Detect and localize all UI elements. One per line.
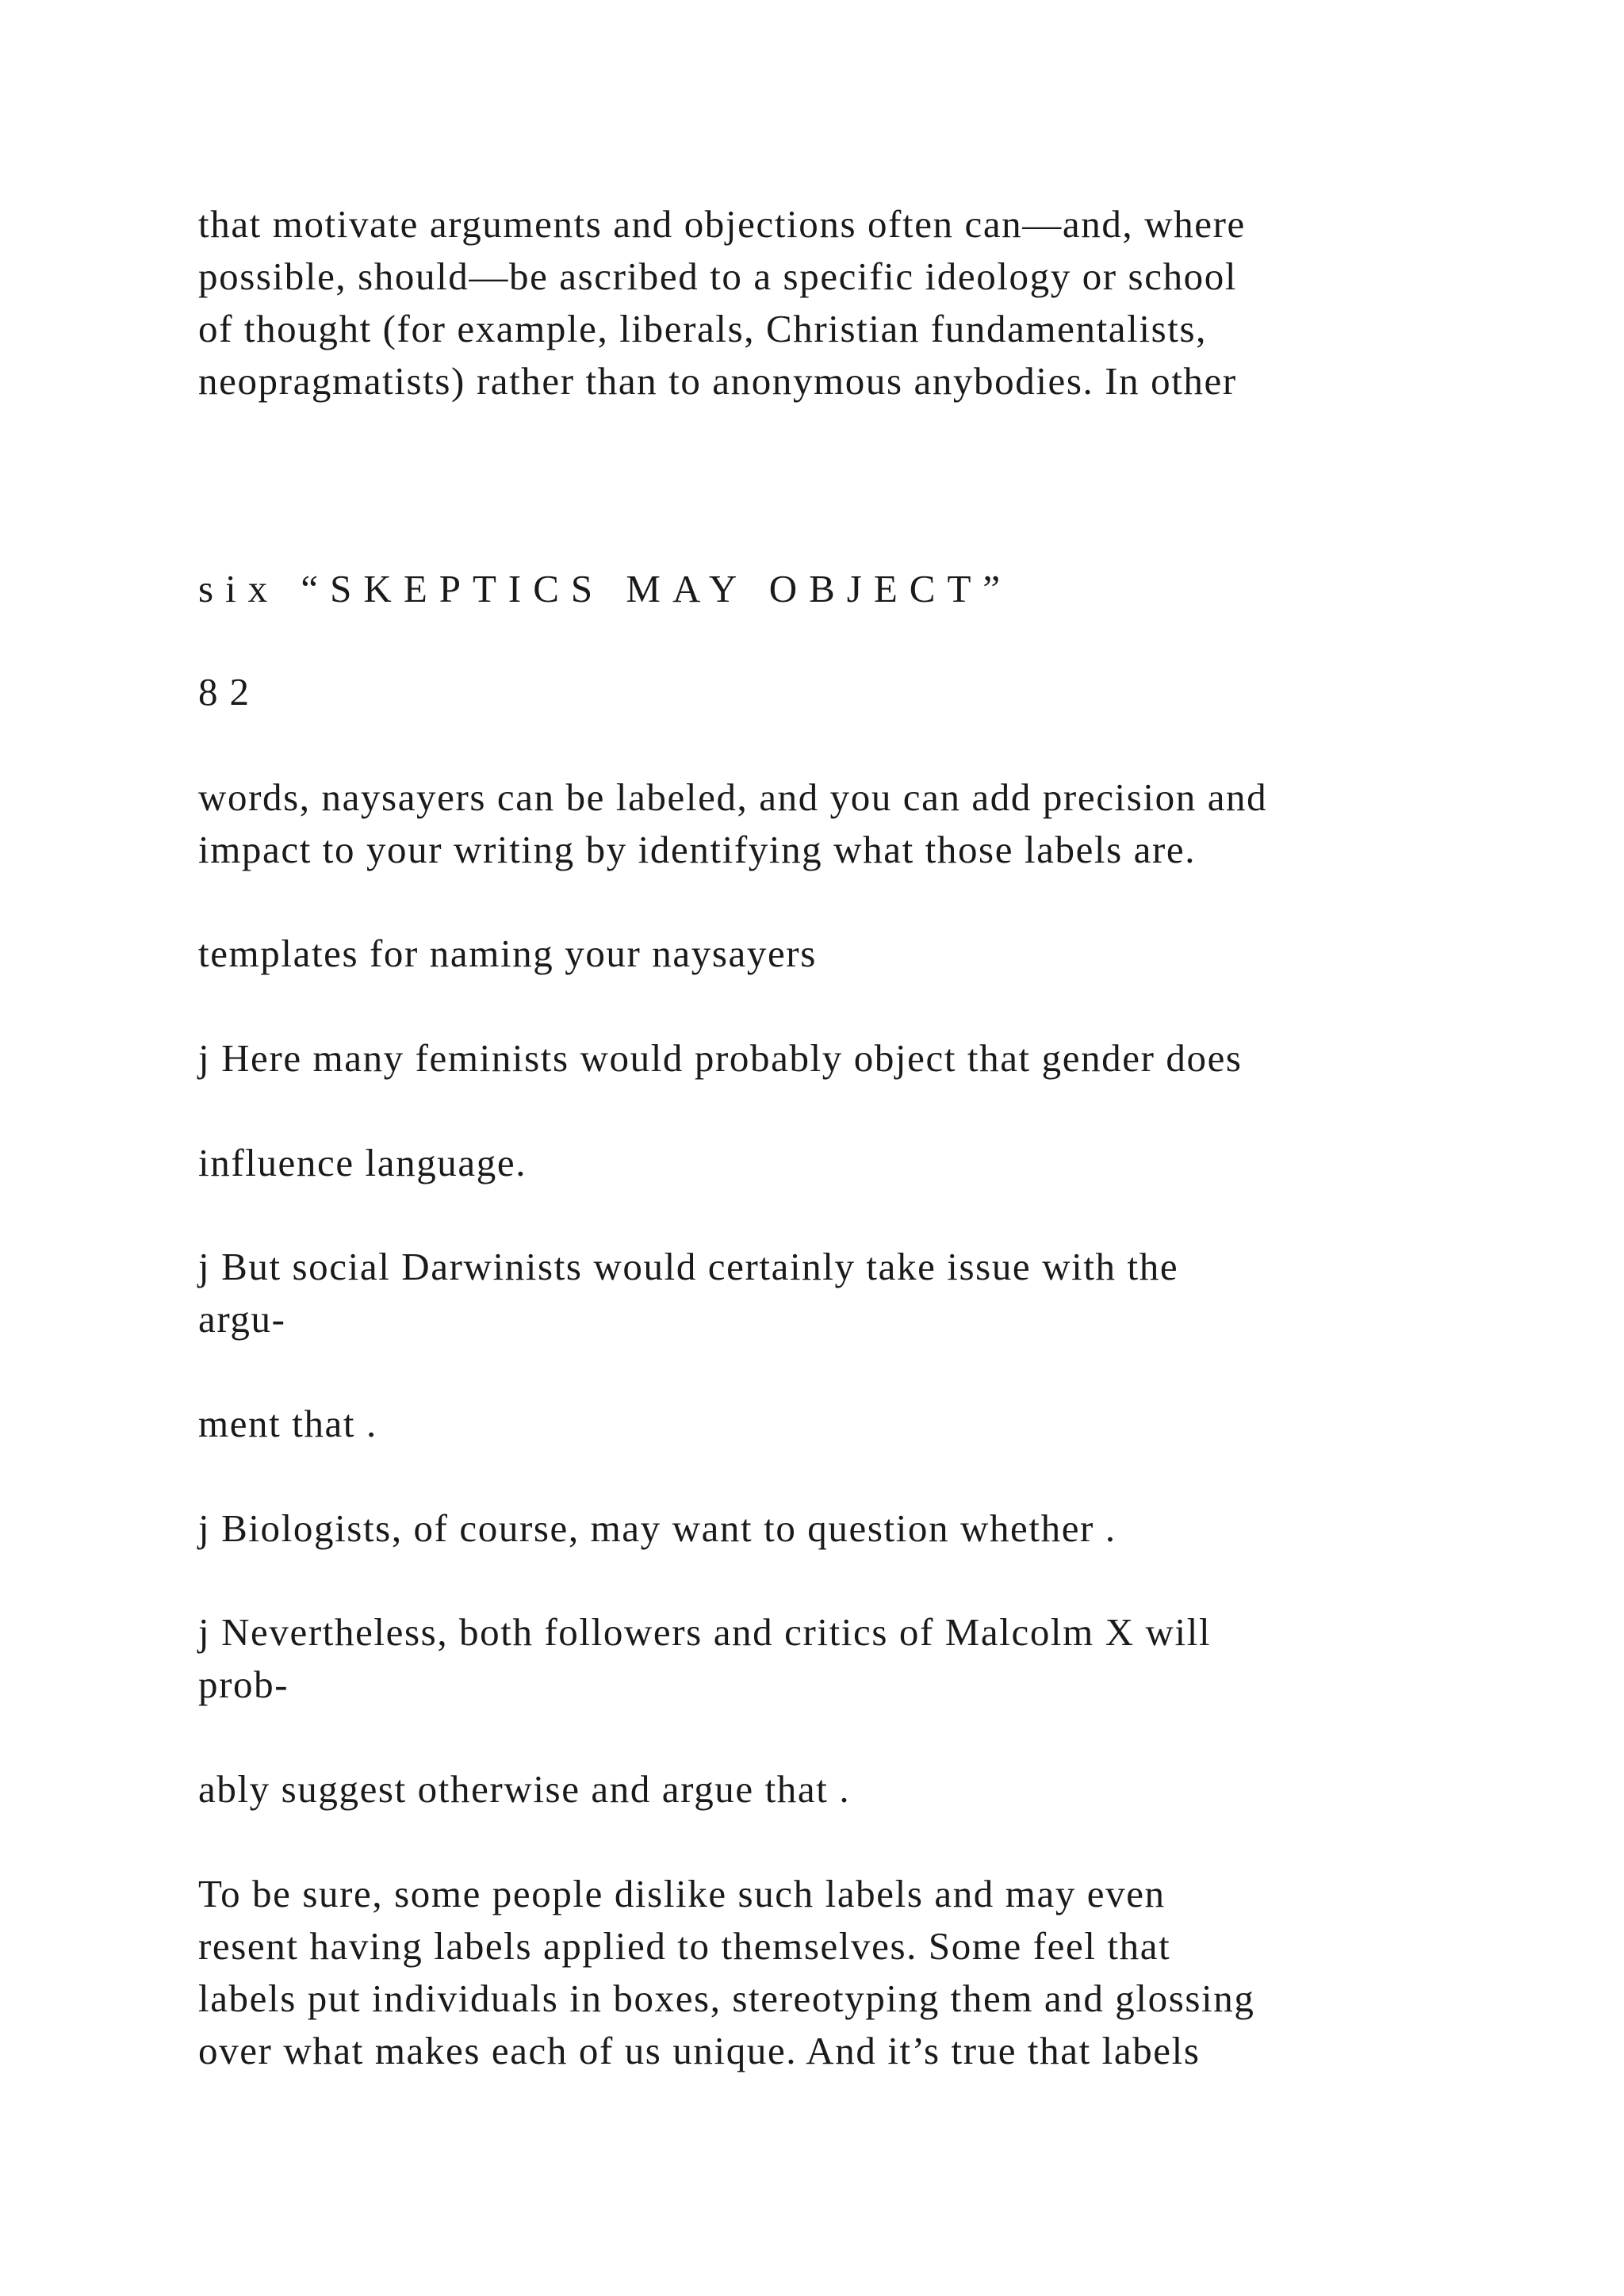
template-item-continuation: argu-: [198, 1297, 286, 1341]
template-item: j Here many feminists would probably object that gender does: [198, 1036, 1243, 1080]
body-text-line: that motivate arguments and objections often can—and, where: [198, 202, 1246, 246]
body-text-line: resent having labels applied to themselves. Some feel that: [198, 1924, 1171, 1968]
page-number: 82: [198, 670, 261, 714]
body-text-line: over what makes each of us unique. And it’s true that labels: [198, 2029, 1201, 2072]
body-text-line: words, naysayers can be labeled, and you can add precision and: [198, 775, 1268, 819]
body-text-line: possible, should—be ascribed to a specific ideology or school: [198, 254, 1238, 298]
running-header: six “SKEPTICS MAY OBJECT”: [198, 567, 1013, 610]
body-text-line: impact to your writing by identifying what those labels are.: [198, 828, 1197, 871]
template-item: j But social Darwinists would certainly take issue with the: [198, 1245, 1179, 1288]
section-heading: templates for naming your naysayers: [198, 932, 817, 975]
template-item: j Nevertheless, both followers and critics of Malcolm X will: [198, 1610, 1212, 1654]
document-page: [198, 0, 1499, 2296]
template-item-continuation: influence language.: [198, 1141, 527, 1184]
body-text-line: labels put individuals in boxes, stereotyping them and glossing: [198, 1976, 1255, 2020]
body-text-line: neopragmatists) rather than to anonymous anybodies. In other: [198, 359, 1237, 403]
template-item-continuation: prob-: [198, 1663, 289, 1706]
template-item-continuation: ably suggest otherwise and argue that .: [198, 1767, 851, 1811]
template-item-continuation: ment that .: [198, 1402, 377, 1445]
body-text-line: of thought (for example, liberals, Christian fundamentalists,: [198, 307, 1207, 350]
body-text-line: To be sure, some people dislike such labels and may even: [198, 1872, 1166, 1915]
template-item: j Biologists, of course, may want to question whether .: [198, 1506, 1116, 1550]
